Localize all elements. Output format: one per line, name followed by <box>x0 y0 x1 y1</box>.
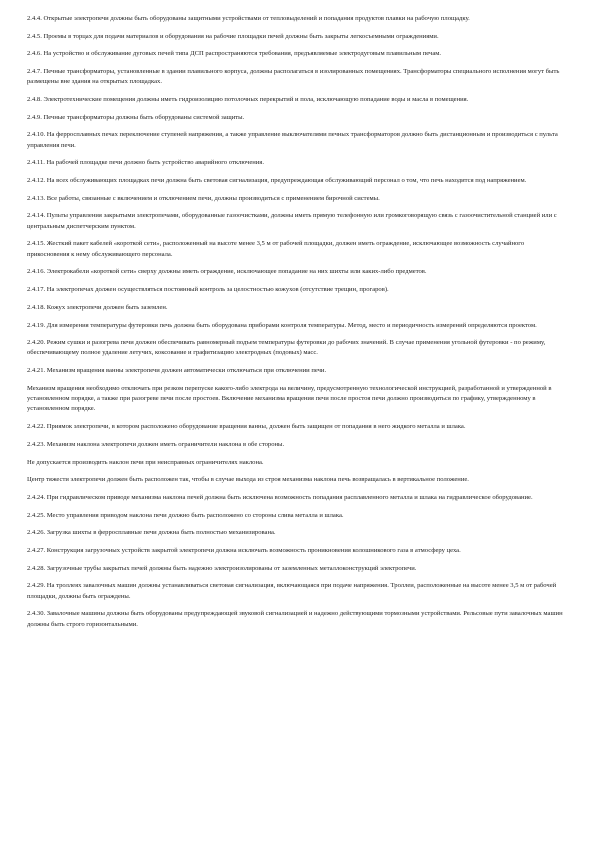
paragraph-2-4-9: 2.4.9. Печные трансформаторы должны быть оборудованы системой защиты. <box>27 113 245 121</box>
paragraph-2-4-20: 2.4.20. Режим сушки и разогрева печи должен обеспечивать равномерный подъем температуры футеровки до рабочих значений. В случае применения угольной футеровки - по режиму, обеспечивающему полное удаление летучих, коксование и графитизацию электродных (подовых) масс. <box>27 339 546 357</box>
paragraph-2-4-4: 2.4.4. Открытые электропечи должны быть оборудованы защитными устройствами от тепловыделений и попадания продуктов плавки на рабочую площадку. <box>27 15 470 22</box>
paragraph-2-4-12: 2.4.12. На всех обслуживающих площадках печи должна быть световая сигнализация, предупреждающая обслуживающий персонал о том, что печь находится под напряжением. <box>27 177 527 185</box>
paragraph-2-4-26: 2.4.26. Загрузка шихты в ферросплавные печи должна быть полностью механизирована. <box>27 529 276 537</box>
paragraph-2-4-22: 2.4.22. Приямок электропечи, в котором расположено оборудование вращения ванны, должен быть защищен от попадания в него жидкого металла и шлака. <box>27 423 466 431</box>
paragraph-2-4-14: 2.4.14. Пульты управления закрытыми электропечами, оборудованные газоочистками, должны иметь прямую телефонную или громкоговорящую связь с газоочистительной станцией или с центральным диспетчерским пунктом. <box>27 212 557 230</box>
document-page <box>27 14 568 637</box>
paragraph-2-4-24: 2.4.24. При гидравлическом приводе механизма наклона печей должна быть исключена возможность попадания расплавленного металла и шлака на гидравлическое оборудование. <box>27 493 533 501</box>
paragraph-2-4-29: 2.4.29. На троллеях завалочных машин должны устанавливаться световая сигнализация, включающаяся при подаче напряжения. Троллеи, расположенные на высоте менее 3,5 м от рабочей площадки, должны быть ограждены. <box>27 582 557 600</box>
paragraph-2-4-18: 2.4.18. Кожух электропечи должен быть заземлен. <box>27 303 168 311</box>
paragraph-2-4-19: 2.4.19. Для измерения температуры футеровки печь должна быть оборудована приборами контроля температуры. Метод, место и периодичность измерений определяются проектом. <box>27 321 537 329</box>
paragraph-2-4-28: 2.4.28. Загрузочные трубы закрытых печей должны быть надежно электроизолированы от заземленных металлоконструкций электропечи. <box>27 564 417 572</box>
paragraph-2-4-5: 2.4.5. Проемы в торцах для подачи материалов и оборудования на рабочие площадки печей должны быть закрыты легкосъемными ограждениями. <box>27 32 439 40</box>
paragraph-2-4-30: 2.4.30. Завалочные машины должны быть оборудованы предупреждающей звуковой сигнализацией и надежно действующими тормозными устройствами. Рельсовые пути завалочных машин должны быть строго горизонтальными. <box>27 610 563 628</box>
paragraph-2-4-25: 2.4.25. Место управления приводом наклона печи должно быть расположено со стороны слива металла и шлака. <box>27 511 344 519</box>
paragraph-2-4-15: 2.4.15. Жесткий пакет кабелей «короткой сети», расположенный на высоте менее 3,5 м от рабочей площадки, должен иметь ограждение, исключающее возможность случайного прикосновения к нему обслуживающего персонала. <box>27 240 525 258</box>
paragraph-2-4-23-cont-a: Не допускается производить наклон печи при неисправных ограничителях наклона. <box>27 458 264 466</box>
paragraph-2-4-13: 2.4.13. Все работы, связанные с включением и отключением печи, должны производиться с применением бирочной системы. <box>27 194 380 202</box>
paragraph-2-4-17: 2.4.17. На электропечах должен осуществляться постоянный контроль за целостностью кожухов (отсутствие трещин, прогаров). <box>27 286 389 294</box>
paragraph-2-4-7: 2.4.7. Печные трансформаторы, установленные в здании плавильного корпуса, должны располагаться в изолированных помещениях. Трансформаторы специального исполнения могут быть размещены вне здания на открытых площадках. <box>27 68 560 86</box>
paragraph-2-4-23-cont-b: Центр тяжести электропечи должен быть расположен так, чтобы в случае выхода из строя механизма наклона печь возвращалась в вертикальное положение. <box>27 476 469 484</box>
paragraph-2-4-11: 2.4.11. На рабочей площадке печи должно быть устройство аварийного отключения. <box>27 159 264 167</box>
paragraph-2-4-16: 2.4.16. Электрокабели «короткой сети» сверху должны иметь ограждение, исключающее попадание на них шихты или каких-либо предметов. <box>27 268 427 276</box>
paragraph-2-4-21-cont: Механизм вращения необходимо отключать при резком перепуске какого-либо электрода на величину, предусмотренную технологической инструкцией, разработанной и утвержденной в установленном порядке, а также при разогреве печи после простоев. Включение механизма вращения печи после простоя печи должно производиться по графику, утвержденному в установленном порядке. <box>27 384 552 413</box>
paragraph-2-4-6: 2.4.6. На устройство и обслуживание дуговых печей типа ДСП распространяются требования, предъявляемые электродуговым плавильным печам. <box>27 50 442 58</box>
paragraph-2-4-21: 2.4.21. Механизм вращения ванны электропечи должен автоматически отключаться при отключении печи. <box>27 367 327 375</box>
paragraph-2-4-10: 2.4.10. На ферросплавных печах переключение ступеней напряжения, а также управление выключателями печных трансформаторов должно быть дистанционным и производиться с пульта управления печи. <box>27 131 558 149</box>
paragraph-2-4-23: 2.4.23. Механизм наклона электропечи должен иметь ограничители наклона в обе стороны. <box>27 440 285 448</box>
paragraph-2-4-8: 2.4.8. Электротехнические помещения должны иметь гидроизоляцию потолочных перекрытий и пола, исключающую попадание воды и масла в помещения. <box>27 96 469 104</box>
paragraph-2-4-27: 2.4.27. Конструкция загрузочных устройств закрытой электропечи должна исключать возможность проникновения колошникового газа в атмосферу цеха. <box>27 546 461 554</box>
